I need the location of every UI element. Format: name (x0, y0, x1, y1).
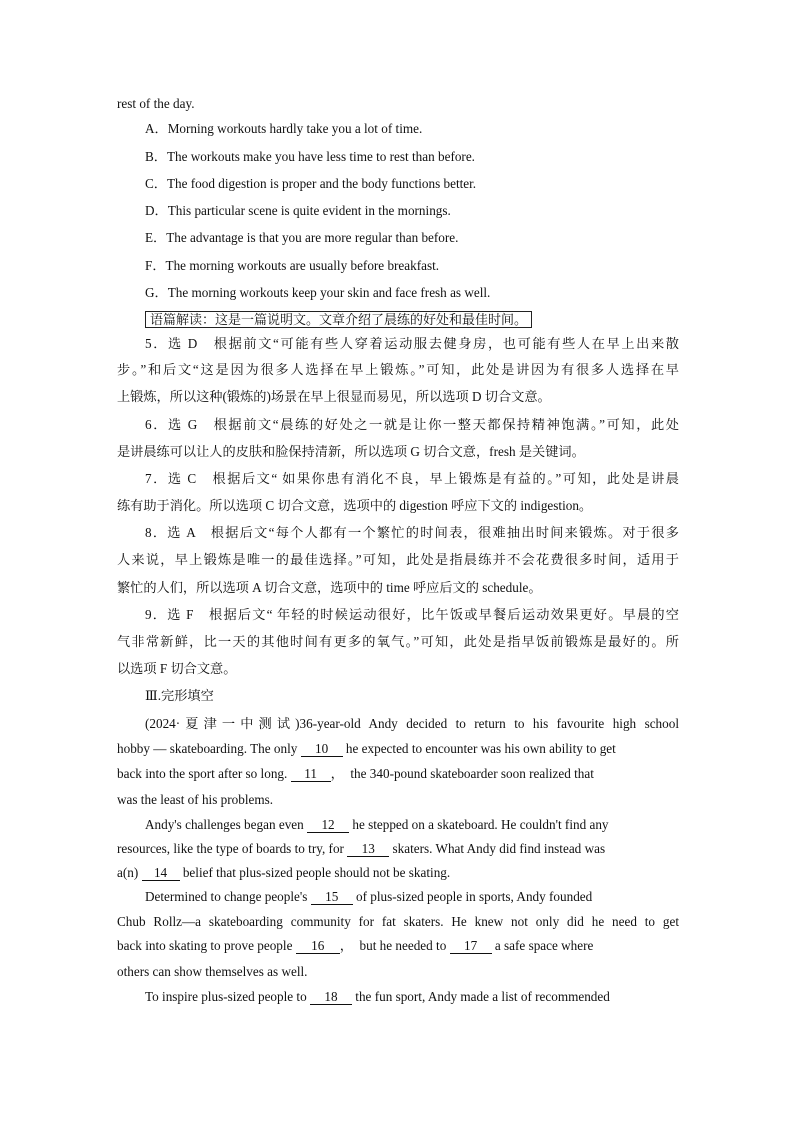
answer-8-line-3: 繁忙的人们，所以选项 A 切合文意，选项中的 time 呼应后文的 schedule。 (117, 580, 542, 595)
option-c: C．The food digestion is proper and the body functions better. (145, 176, 477, 191)
text-span: To inspire plus-sized people to (145, 989, 310, 1004)
answer-8-line-2: 人来说，早上锻炼是唯一的最佳选择。”可知，此处是指晨练并不会花费很多时间，适用于 (117, 552, 679, 567)
text-span: Determined to change people's (145, 889, 311, 904)
cloze-p2-line-3 (117, 864, 679, 882)
blank-17: 17 (450, 939, 492, 954)
cloze-p3-line-1 (145, 888, 679, 906)
text-span: ， but he needed to (339, 938, 450, 953)
text-span: he stepped on a skateboard. He couldn't find any (349, 817, 609, 832)
text-span: back into skating to prove people (117, 938, 296, 953)
option-e: E．The advantage is that you are more regular than before. (145, 230, 459, 245)
cloze-p3-line-3 (117, 937, 679, 955)
text-span: of plus-sized people in sports, Andy founded (352, 889, 593, 904)
answer-5-line-3: 上锻炼，所以这种(锻炼的)场景在早上很显而易见，所以选项 D 切合文意。 (117, 389, 551, 404)
blank-16: 16 (296, 939, 340, 954)
text-span: he expected to encounter was his own ability to get (342, 741, 616, 756)
cloze-p1-line-3 (117, 765, 679, 783)
answer-9-line-2: 气非常新鲜，比一天的其他时间有更多的氧气。”可知，此处是指早饭前锻炼是最好的。所 (117, 634, 679, 649)
cloze-p1-line-1: (2024·夏津一中测试)36-year-old Andy decided to return to his favourite high school (145, 716, 679, 731)
cloze-p3-line-4: others can show themselves as well. (117, 964, 308, 979)
option-a: A．Morning workouts hardly take you a lot of time. (145, 121, 423, 136)
cloze-p1-line-2 (117, 740, 679, 758)
blank-14: 14 (142, 866, 180, 881)
cloze-p2-line-2 (117, 840, 679, 858)
answer-5-line-2: 步。”和后文“这是因为很多人选择在早上锻炼。”可知，此处是讲因为有很多人选择在早 (117, 362, 679, 377)
cloze-p1-line-4: was the least of his problems. (117, 792, 274, 807)
reading-note (145, 311, 679, 329)
text-span: hobby — skateboarding. The only (117, 741, 301, 756)
text-span: Andy's challenges began even (145, 817, 308, 832)
blank-13: 13 (347, 842, 389, 857)
cloze-p3-line-2: Chub Rollz—a skateboarding community for fat skaters. He knew not only did he need to get (117, 914, 679, 929)
text-span: a safe space where (491, 938, 594, 953)
option-d: D．This particular scene is quite evident in the mornings. (145, 203, 451, 218)
answer-8-line-1: 8．选 A 根据后文“每个人都有一个繁忙的时间表，很难抽出时间来锻炼。对于很多 (145, 525, 679, 540)
text-span: a(n) (117, 865, 142, 880)
section-heading: Ⅲ.完形填空 (145, 688, 214, 703)
answer-5-line-1: 5．选 D 根据前文“可能有些人穿着运动服去健身房，也可能有些人在早上出来散 (145, 336, 679, 351)
answer-9-line-3: 以选项 F 切合文意。 (117, 661, 237, 676)
text-span: skaters. What Andy did find instead was (389, 841, 606, 856)
option-b: B．The workouts make you have less time to rest than before. (145, 149, 475, 164)
reading-note-box: 语篇解读：这是一篇说明文。文章介绍了晨练的好处和最佳时间。 (145, 311, 532, 328)
text-line: rest of the day. (117, 96, 195, 111)
option-f: F．The morning workouts are usually before breakfast. (145, 258, 440, 273)
text-span: belief that plus-sized people should not be skating. (179, 865, 451, 880)
option-g: G．The morning workouts keep your skin and face fresh as well. (145, 285, 491, 300)
answer-7-line-1: 7．选 C 根据后文“ 如果你患有消化不良，早上锻炼是有益的。”可知，此处是讲晨 (145, 471, 679, 486)
text-span: ， the 340-pound skateboarder soon realized that (330, 766, 594, 781)
answer-6-line-2: 是讲晨练可以让人的皮肤和脸保持清新，所以选项 G 切合文意，fresh 是关键词。 (117, 444, 585, 459)
blank-10: 10 (301, 742, 343, 757)
blank-12: 12 (307, 818, 349, 833)
text-span: resources, like the type of boards to try, for (117, 841, 348, 856)
text-span: back into the sport after so long. (117, 766, 291, 781)
cloze-p2-line-1 (145, 816, 679, 834)
text-span: the fun sport, Andy made a list of recommended (352, 989, 610, 1004)
blank-11: 11 (291, 767, 331, 782)
blank-18: 18 (310, 990, 352, 1005)
answer-7-line-2: 练有助于消化。所以选项 C 切合文意，选项中的 digestion 呼应下文的 indigestion。 (117, 498, 593, 513)
answer-9-line-1: 9．选 F 根据后文“ 年轻的时候运动很好，比午饭或早餐后运动效果更好。早晨的空 (145, 607, 679, 622)
blank-15: 15 (311, 890, 353, 905)
cloze-p4-line-1 (145, 988, 679, 1006)
answer-6-line-1: 6．选 G 根据前文“晨练的好处之一就是让你一整天都保持精神饱满。”可知，此处 (145, 417, 679, 432)
